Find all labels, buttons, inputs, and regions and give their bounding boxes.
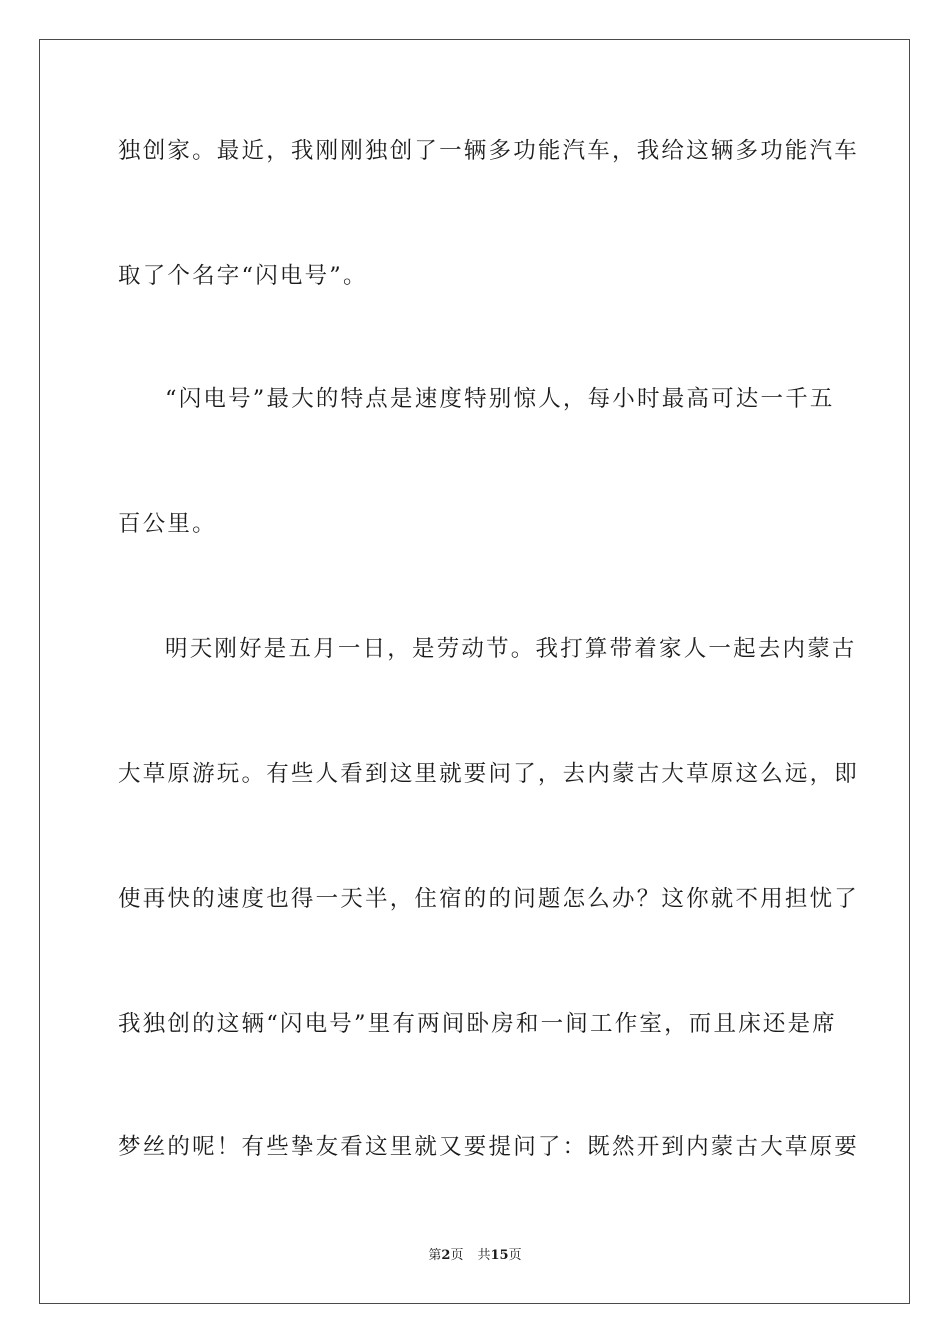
text-line: 使再快的速度也得一天半，住宿的的问题怎么办？这你就不用担忧了: [118, 886, 860, 912]
text-line: 大草原游玩。有些人看到这里就要问了，去内蒙古大草原这么远，即: [118, 761, 860, 787]
page-border: [39, 39, 910, 1304]
page-number: 2: [441, 1248, 451, 1263]
total-suffix: 页: [508, 1248, 522, 1263]
page-prefix: 第: [428, 1248, 442, 1263]
text-line: 百公里。: [118, 511, 217, 537]
paragraph-first-line: 明天刚好是五月一日，是劳动节。我打算带着家人一起去内蒙古: [165, 636, 857, 662]
text-line: 我独创的这辆“闪电号”里有两间卧房和一间工作室，而且床还是席: [118, 1011, 838, 1037]
text-line: 梦丝的呢！有些挚友看这里就又要提问了：既然开到内蒙古大草原要: [118, 1134, 860, 1160]
text-line: 取了个名字“闪电号”。: [118, 263, 368, 289]
total-pages: 15: [490, 1248, 509, 1263]
page-footer: [0, 1247, 950, 1265]
page-suffix: 页: [450, 1248, 464, 1263]
paragraph-first-line: “闪电号”最大的特点是速度特别惊人，每小时最高可达一千五: [165, 386, 835, 412]
text-line: 独创家。最近，我刚刚独创了一辆多功能汽车，我给这辆多功能汽车: [118, 138, 860, 164]
total-prefix: 共: [477, 1248, 491, 1263]
